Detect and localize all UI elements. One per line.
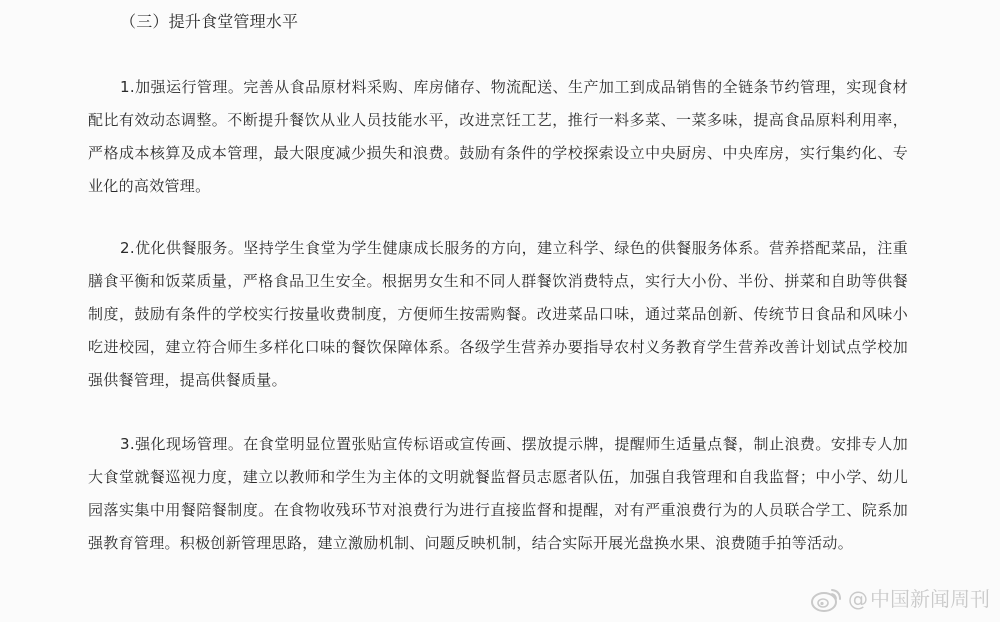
paragraph-onsite-management: 3.强化现场管理。在食堂明显位置张贴宣传标语或宣传画、摆放提示牌，提醒师生适量点餐，制止浪费。安排专人加大食堂就餐巡视力度，建立以教师和学生为主体的文明就餐监督员志愿者队伍，加强自我管理和自我监督；中小学、幼儿园落实集中用餐陪餐制度。在食物收残环节对浪费行为进行直接监督和提醒，对有严重浪费行为的人员联合学工、院系加强教育管理。积极创新管理思路，建立激励机制、问题反映机制，结合实际开展光盘换水果、浪费随手拍等活动。 — [88, 435, 908, 552]
paragraph-operation-management: 1.加强运行管理。完善从食品原材料采购、库房储存、物流配送、生产加工到成品销售的全链条节约管理，实现食材配比有效动态调整。不断提升餐饮从业人员技能水平，改进烹饪工艺，推行一料多菜、一菜多味，提高食品原料利用率，严格成本核算及成本管理，最大限度减少损失和浪费。鼓励有条件的学校探索设立中央厨房、中央库房，实行集约化、专业化的高效管理。 — [88, 78, 908, 195]
weibo-watermark — [810, 585, 990, 613]
paragraph-catering-service: 2.优化供餐服务。坚持学生食堂为学生健康成长服务的方向，建立科学、绿色的供餐服务体系。营养搭配菜品，注重膳食平衡和饭菜质量，严格食品卫生安全。根据男女生和不同人群餐饮消费特点，实行大小份、半份、拼菜和自助等供餐制度，鼓励有条件的学校实行按量收费制度，方便师生按需购餐。改进菜品口味，通过菜品创新、传统节日食品和风味小吃进校园，建立符合师生多样化口味的餐饮保障体系。各级学生营养办要指导农村义务教育学生营养改善计划试点学校加强供餐管理，提高供餐质量。 — [88, 239, 908, 389]
watermark-text: 中国新闻周刊 — [870, 587, 990, 611]
at-sign: @ — [848, 587, 868, 611]
weibo-icon — [810, 585, 844, 613]
section-heading: （三）提升食堂管理水平 — [120, 12, 299, 31]
